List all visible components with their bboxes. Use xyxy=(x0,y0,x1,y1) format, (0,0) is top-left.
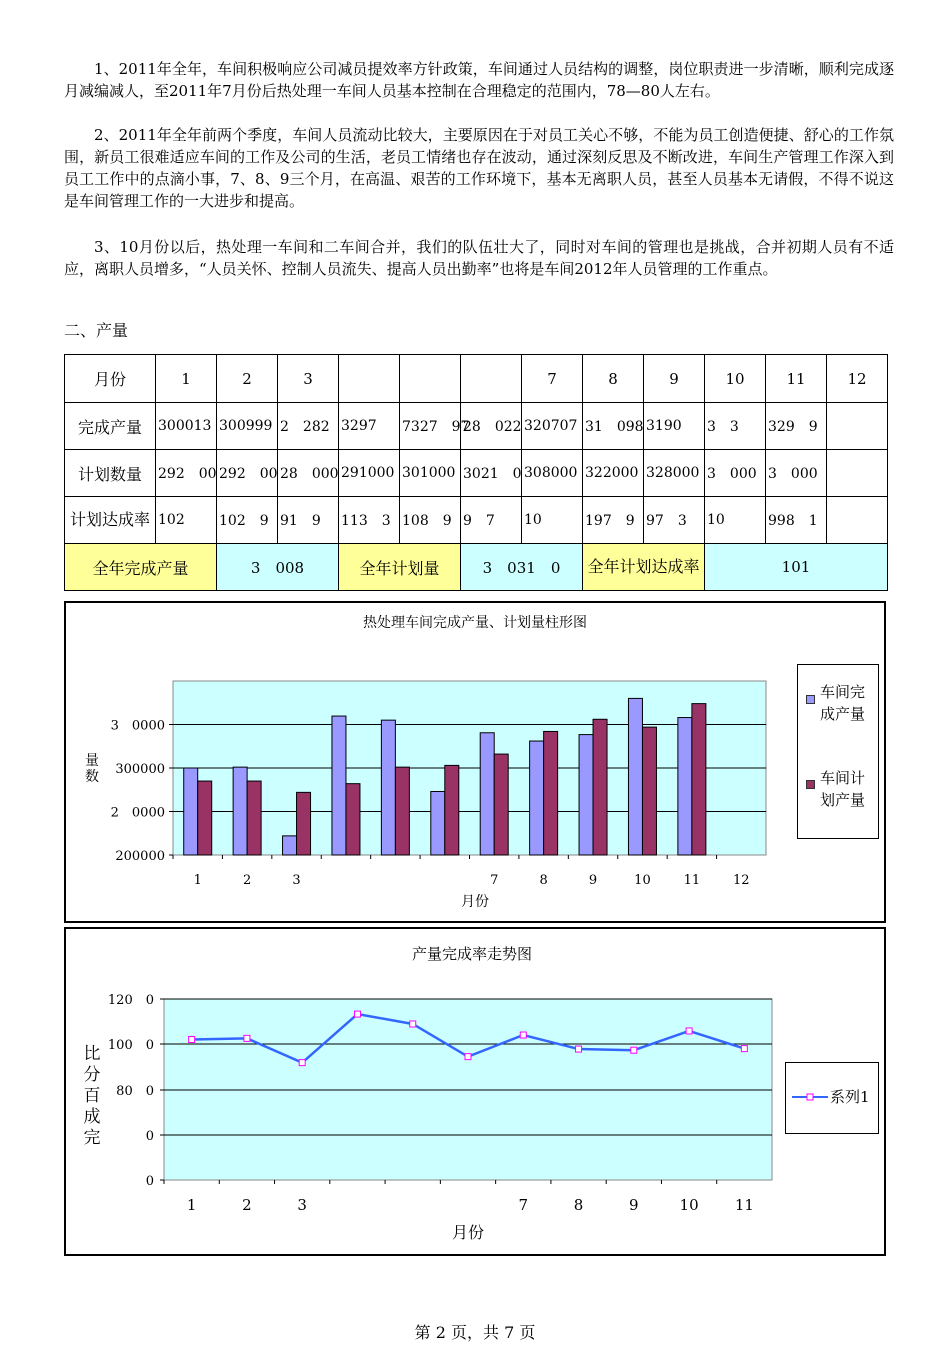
output-cell: 3 3 xyxy=(705,403,766,450)
output-label: 完成产量 xyxy=(65,403,156,450)
data-point xyxy=(576,1046,582,1052)
output-cell: 2 282 xyxy=(278,403,339,450)
rate-cell: 108 9 xyxy=(400,497,461,544)
paragraph-1: 1、2011年全年，车间积极响应公司减员提效率方针政策，车间通过人员结构的调整，岗位职责进一步清晰，顺利完成逐月减编减人，至2011年7月份后热处理一车间人员基本控制在合理稳定的范围内，78—80人左右。 xyxy=(64,60,894,100)
month-cell xyxy=(461,355,522,403)
bar-output xyxy=(480,733,494,855)
x-tick-label: 10 xyxy=(634,873,651,888)
production-table xyxy=(64,354,888,591)
y-tick-label: 120 0 xyxy=(107,993,154,1008)
bar-plan xyxy=(297,792,311,855)
bar-plan xyxy=(395,767,409,855)
bar-plan xyxy=(593,719,607,855)
month-cell: 8 xyxy=(583,355,644,403)
x-tick-label: 3 xyxy=(292,873,301,888)
output-cell xyxy=(827,403,888,450)
month-row xyxy=(65,355,888,403)
x-tick-label: 7 xyxy=(490,873,499,888)
data-point xyxy=(354,1011,360,1017)
bar-plan xyxy=(544,731,558,855)
rate-cell: 102 9 xyxy=(217,497,278,544)
data-point xyxy=(189,1037,195,1043)
paragraph-3: 3、10月份以后，热处理一车间和二车间合并，我们的队伍壮大了，同时对车间的管理也是挑战，合并初期人员有不适应，离职人员增多，“人员关怀、控制人员流失、提高人员出勤率”也将是车间2012年人员管理的工作重点。 xyxy=(64,238,894,278)
y-tick-label: 0 xyxy=(145,1129,154,1144)
month-cell xyxy=(400,355,461,403)
x-tick-label: 10 xyxy=(679,1196,699,1214)
bar-output xyxy=(332,716,346,855)
month-cell xyxy=(339,355,400,403)
data-point xyxy=(465,1054,471,1060)
output-cell: 31 098 xyxy=(583,403,644,450)
bar-output xyxy=(628,698,642,855)
bar-output xyxy=(579,735,593,855)
output-cell: 28 022 xyxy=(461,403,522,450)
month-label: 月份 xyxy=(65,355,156,403)
bar-plan xyxy=(445,765,459,855)
x-axis-label: 月份 xyxy=(451,1223,485,1242)
x-tick-label: 7 xyxy=(518,1196,529,1214)
bar-output xyxy=(283,836,297,855)
data-point xyxy=(741,1046,747,1052)
bar-plan xyxy=(346,784,360,855)
bar-plan xyxy=(642,727,656,855)
data-point xyxy=(244,1035,250,1041)
legend-label-plan: 车间计划产量 xyxy=(820,769,866,809)
y-tick-label: 80 0 xyxy=(116,1084,154,1099)
data-point xyxy=(631,1047,637,1053)
month-cell: 10 xyxy=(705,355,766,403)
plan-cell: 28 000 xyxy=(278,450,339,497)
plan-cell: 3 000 xyxy=(766,450,827,497)
data-point xyxy=(686,1028,692,1034)
month-cell: 1 xyxy=(156,355,217,403)
month-cell: 7 xyxy=(522,355,583,403)
rate-cell: 9 7 xyxy=(461,497,522,544)
annual-plan-label: 全年计划量 xyxy=(339,544,461,591)
data-point xyxy=(299,1060,305,1066)
chart-title: 热处理车间完成产量、计划量柱形图 xyxy=(363,615,587,631)
plan-row xyxy=(65,450,888,497)
x-axis-label: 月份 xyxy=(461,894,489,910)
rate-cell: 102 xyxy=(156,497,217,544)
month-cell: 2 xyxy=(217,355,278,403)
plan-cell: 292 00 xyxy=(217,450,278,497)
output-cell: 7327 97 xyxy=(400,403,461,450)
rate-cell: 10 xyxy=(705,497,766,544)
x-tick-label: 3 xyxy=(297,1196,307,1214)
output-cell: 3297 xyxy=(339,403,400,450)
output-row xyxy=(65,403,888,450)
plan-cell: 322000 xyxy=(583,450,644,497)
paragraph-2: 2、2011年全年前两个季度，车间人员流动比较大，主要原因在于对员工关心不够，不能为员工创造便捷、舒心的工作氛围，新员工很难适应车间的工作及公司的生活，老员工情绪也存在波动，通过深刻反思及不断改进，车间生产管理工作深入到员工工作中的点滴小事，7、8、9三个月，在高温、艰苦的工作环境下，基本无离职人员，甚至人员基本无请假，不得不说这是车间管理工作的一大进步和提高。 xyxy=(64,126,894,210)
x-tick-label: 8 xyxy=(573,1196,584,1214)
line-chart-frame xyxy=(64,927,886,1256)
x-tick-label: 9 xyxy=(629,1196,639,1214)
bar-plan xyxy=(692,704,706,855)
rate-cell: 91 9 xyxy=(278,497,339,544)
plan-label: 计划数量 xyxy=(65,450,156,497)
plan-cell: 292 00 xyxy=(156,450,217,497)
rate-cell: 10 xyxy=(522,497,583,544)
y-axis-label-char: 成 xyxy=(83,1107,101,1127)
rate-cell: 113 3 xyxy=(339,497,400,544)
y-tick-label: 200000 xyxy=(115,849,165,864)
x-tick-label: 9 xyxy=(588,873,598,888)
y-axis-label-char: 数 xyxy=(85,769,99,785)
y-tick-label: 300000 xyxy=(115,762,165,777)
output-cell: 3190 xyxy=(644,403,705,450)
bar-plan xyxy=(494,754,508,855)
bar-chart-legend xyxy=(797,664,879,839)
y-axis-label-char: 量 xyxy=(85,753,99,769)
rate-cell: 998 1 xyxy=(766,497,827,544)
rate-label: 计划达成率 xyxy=(65,497,156,544)
chart-title: 产量完成率走势图 xyxy=(411,945,533,963)
plan-cell: 3021 0 xyxy=(461,450,522,497)
y-axis-label-char: 分 xyxy=(83,1065,101,1085)
rate-cell: 197 9 xyxy=(583,497,644,544)
legend-label-output: 车间完成产量 xyxy=(820,683,866,723)
annual-plan-value: 3 031 0 xyxy=(461,544,583,591)
bar-output xyxy=(381,720,395,855)
legend-swatch-output xyxy=(806,695,815,704)
bar-output xyxy=(431,791,445,855)
bar-output xyxy=(184,768,198,855)
section-heading: 二、产量 xyxy=(64,321,129,340)
x-tick-label: 2 xyxy=(242,1196,252,1214)
x-tick-label: 2 xyxy=(242,873,252,888)
rate-row xyxy=(65,497,888,544)
rate-cell xyxy=(827,497,888,544)
plan-cell: 308000 xyxy=(522,450,583,497)
month-cell: 12 xyxy=(827,355,888,403)
bar-output xyxy=(233,767,247,855)
annual-rate-value: 101 xyxy=(705,544,888,591)
legend-swatch-plan xyxy=(806,780,815,789)
annual-output-label: 全年完成产量 xyxy=(65,544,217,591)
annual-rate-label: 全年计划达成率 xyxy=(583,544,705,591)
plan-cell: 291000 xyxy=(339,450,400,497)
bar-plan xyxy=(198,781,212,855)
bar-plan xyxy=(247,781,261,855)
y-tick-label: 2 0000 xyxy=(110,805,165,821)
annual-summary-row xyxy=(65,544,888,591)
data-point xyxy=(410,1021,416,1027)
x-tick-label: 11 xyxy=(734,1196,754,1214)
page-footer: 第 2 页，共 7 页 xyxy=(414,1323,536,1342)
x-tick-label: 1 xyxy=(193,873,202,888)
x-tick-label: 12 xyxy=(733,873,750,888)
y-tick-label: 100 0 xyxy=(107,1038,154,1053)
month-cell: 9 xyxy=(644,355,705,403)
output-cell: 300999 xyxy=(217,403,278,450)
bar-output xyxy=(678,718,692,855)
y-axis-label-char: 比 xyxy=(83,1044,101,1064)
legend-line-marker xyxy=(790,1087,830,1107)
month-cell: 3 xyxy=(278,355,339,403)
rate-cell: 97 3 xyxy=(644,497,705,544)
bar-chart xyxy=(66,603,884,921)
legend-label-series1: 系列1 xyxy=(830,1088,870,1106)
y-tick-label: 0 xyxy=(145,1174,154,1189)
data-point xyxy=(520,1032,526,1038)
output-cell: 300013 xyxy=(156,403,217,450)
month-cell: 11 xyxy=(766,355,827,403)
x-tick-label: 8 xyxy=(539,873,548,888)
bar-chart-frame xyxy=(64,601,886,923)
output-cell: 320707 xyxy=(522,403,583,450)
y-axis-label-char: 完 xyxy=(83,1128,101,1148)
bar-output xyxy=(530,741,544,855)
x-tick-label: 11 xyxy=(683,873,701,888)
output-cell: 329 9 xyxy=(766,403,827,450)
plan-cell: 328000 xyxy=(644,450,705,497)
plan-cell: 301000 xyxy=(400,450,461,497)
line-chart-legend xyxy=(785,1062,879,1134)
line-chart xyxy=(66,929,884,1254)
x-tick-label: 1 xyxy=(186,1196,197,1214)
y-axis-label-char: 百 xyxy=(83,1086,101,1106)
plan-cell: 3 000 xyxy=(705,450,766,497)
y-tick-label: 3 0000 xyxy=(110,718,165,734)
plan-cell xyxy=(827,450,888,497)
annual-output-value: 3 008 xyxy=(217,544,339,591)
